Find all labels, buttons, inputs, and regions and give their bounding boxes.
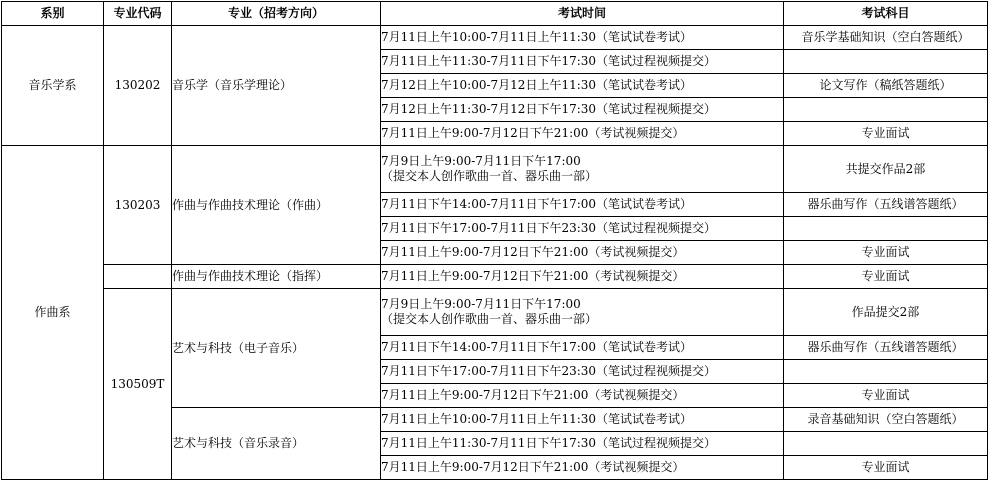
exam-time-cell: 7月11日下午17:00-7月11日下午23:30（笔试过程视频提交） <box>381 360 784 384</box>
exam-subject-cell: 专业面试 <box>784 384 988 408</box>
major-code-cell: 130509T <box>104 289 172 480</box>
exam-subject-cell: 专业面试 <box>784 265 988 289</box>
exam-time-cell: 7月11日上午10:00-7月11日上午11:30（笔试试卷考试） <box>381 26 784 50</box>
major-cell: 艺术与科技（音乐录音） <box>172 408 381 480</box>
exam-time-cell: 7月11日上午9:00-7月12日下午21:00（考试视频提交） <box>381 384 784 408</box>
exam-subject-cell <box>784 98 988 122</box>
major-cell: 音乐学（音乐学理论） <box>172 26 381 146</box>
table-row <box>2 265 988 289</box>
exam-time-cell: 7月11日下午14:00-7月11日下午17:00（笔试试卷考试） <box>381 193 784 217</box>
exam-time-note: （提交本人创作歌曲一首、器乐曲一部） <box>381 169 598 183</box>
exam-time-cell: 7月11日下午14:00-7月11日下午17:00（笔试试卷考试） <box>381 336 784 360</box>
department-cell: 音乐学系 <box>2 26 104 146</box>
exam-subject-cell <box>784 217 988 241</box>
exam-time-cell: 7月11日上午9:00-7月12日下午21:00（考试视频提交） <box>381 265 784 289</box>
major-code-cell-empty <box>104 265 172 289</box>
exam-time-cell: 7月11日上午11:30-7月11日下午17:30（笔试过程视频提交） <box>381 432 784 456</box>
major-cell: 艺术与科技（电子音乐） <box>172 289 381 408</box>
exam-time-cell: 7月11日上午9:00-7月12日下午21:00（考试视频提交） <box>381 122 784 146</box>
major-cell: 作曲与作曲技术理论（作曲） <box>172 146 381 265</box>
exam-time-cell: 7月12日上午10:00-7月12日上午11:30（笔试试卷考试） <box>381 74 784 98</box>
exam-time-cell: 7月11日上午11:30-7月11日下午17:30（笔试过程视频提交） <box>381 50 784 74</box>
exam-time-line: 7月9日上午9:00-7月11日下午17:00 <box>381 154 581 168</box>
exam-time-line: 7月9日上午9:00-7月11日下午17:00 <box>381 297 581 311</box>
exam-schedule-table <box>1 1 988 480</box>
exam-subject-cell: 录音基础知识（空白答题纸） <box>784 408 988 432</box>
exam-subject-cell: 音乐学基础知识（空白答题纸） <box>784 26 988 50</box>
header-major: 专业（招考方向） <box>172 2 381 26</box>
table-header-row <box>2 2 988 26</box>
header-exam-time: 考试时间 <box>381 2 784 26</box>
major-code-cell: 130202 <box>104 26 172 146</box>
exam-subject-cell: 专业面试 <box>784 456 988 480</box>
exam-time-cell: 7月11日上午10:00-7月11日上午11:30（笔试试卷考试） <box>381 408 784 432</box>
exam-time-cell: 7月11日上午9:00-7月12日下午21:00（考试视频提交） <box>381 241 784 265</box>
header-major-code: 专业代码 <box>104 2 172 26</box>
table-row <box>2 146 988 193</box>
department-cell: 作曲系 <box>2 146 104 480</box>
exam-time-note: （提交本人创作歌曲一首、器乐曲一部） <box>381 312 598 326</box>
exam-time-cell <box>381 289 784 336</box>
exam-subject-cell: 器乐曲写作（五线谱答题纸） <box>784 336 988 360</box>
exam-subject-cell: 共提交作品2部 <box>784 146 988 193</box>
exam-time-cell: 7月11日下午17:00-7月11日下午23:30（笔试过程视频提交） <box>381 217 784 241</box>
header-exam-subject: 考试科目 <box>784 2 988 26</box>
major-cell: 作曲与作曲技术理论（指挥） <box>172 265 381 289</box>
header-department: 系别 <box>2 2 104 26</box>
exam-subject-cell: 器乐曲写作（五线谱答题纸） <box>784 193 988 217</box>
exam-subject-cell: 专业面试 <box>784 122 988 146</box>
exam-subject-cell <box>784 50 988 74</box>
table-row <box>2 26 988 50</box>
exam-subject-cell: 作品提交2部 <box>784 289 988 336</box>
exam-time-cell <box>381 146 784 193</box>
exam-time-cell: 7月11日上午9:00-7月12日下午21:00（考试视频提交） <box>381 456 784 480</box>
exam-subject-cell <box>784 432 988 456</box>
table-row <box>2 289 988 336</box>
major-code-cell: 130203 <box>104 146 172 265</box>
exam-subject-cell: 专业面试 <box>784 241 988 265</box>
exam-subject-cell <box>784 360 988 384</box>
exam-subject-cell: 论文写作（稿纸答题纸） <box>784 74 988 98</box>
exam-time-cell: 7月12日上午11:30-7月12日下午17:30（笔试过程视频提交） <box>381 98 784 122</box>
